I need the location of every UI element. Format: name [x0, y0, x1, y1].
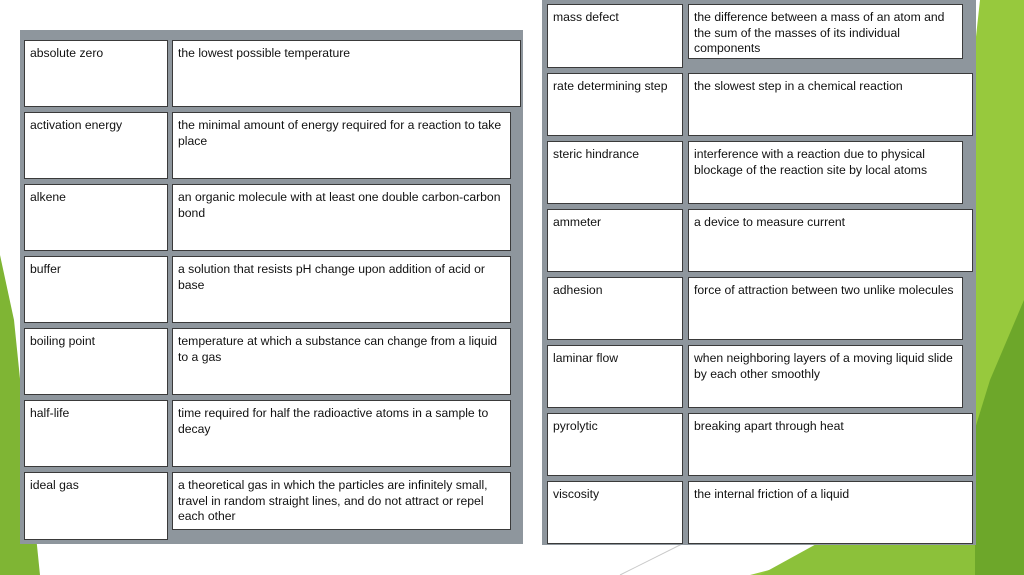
- definition-cell: a theoretical gas in which the particles are infinitely small, travel in random straight lines, and do not attract or repel each other: [172, 472, 511, 530]
- definition-cell: when neighboring layers of a moving liquid slide by each other smoothly: [688, 345, 963, 408]
- term-cell: buffer: [24, 256, 168, 323]
- term-cell: ideal gas: [24, 472, 168, 540]
- definition-cell: a solution that resists pH change upon addition of acid or base: [172, 256, 511, 323]
- term-cell: boiling point: [24, 328, 168, 395]
- definition-cell: time required for half the radioactive atoms in a sample to decay: [172, 400, 511, 467]
- definition-cell: the lowest possible temperature: [172, 40, 521, 107]
- definition-cell: an organic molecule with at least one double carbon-carbon bond: [172, 184, 511, 251]
- term-cell: absolute zero: [24, 40, 168, 107]
- definition-cell: temperature at which a substance can change from a liquid to a gas: [172, 328, 511, 395]
- term-cell: mass defect: [547, 4, 683, 68]
- term-cell: viscosity: [547, 481, 683, 544]
- term-cell: laminar flow: [547, 345, 683, 408]
- term-cell: ammeter: [547, 209, 683, 272]
- definition-cell: the minimal amount of energy required for a reaction to take place: [172, 112, 511, 179]
- term-cell: pyrolytic: [547, 413, 683, 476]
- term-cell: activation energy: [24, 112, 168, 179]
- definition-cell: a device to measure current: [688, 209, 973, 272]
- definition-cell: the internal friction of a liquid: [688, 481, 973, 544]
- term-cell: half-life: [24, 400, 168, 467]
- definition-cell: breaking apart through heat: [688, 413, 973, 476]
- definition-cell: the difference between a mass of an atom and the sum of the masses of its individual components: [688, 4, 963, 59]
- definition-cell: the slowest step in a chemical reaction: [688, 73, 973, 136]
- term-cell: adhesion: [547, 277, 683, 340]
- definition-cell: interference with a reaction due to physical blockage of the reaction site by local atoms: [688, 141, 963, 204]
- term-cell: alkene: [24, 184, 168, 251]
- definition-cell: force of attraction between two unlike molecules: [688, 277, 963, 340]
- term-cell: rate determining step: [547, 73, 683, 136]
- term-cell: steric hindrance: [547, 141, 683, 204]
